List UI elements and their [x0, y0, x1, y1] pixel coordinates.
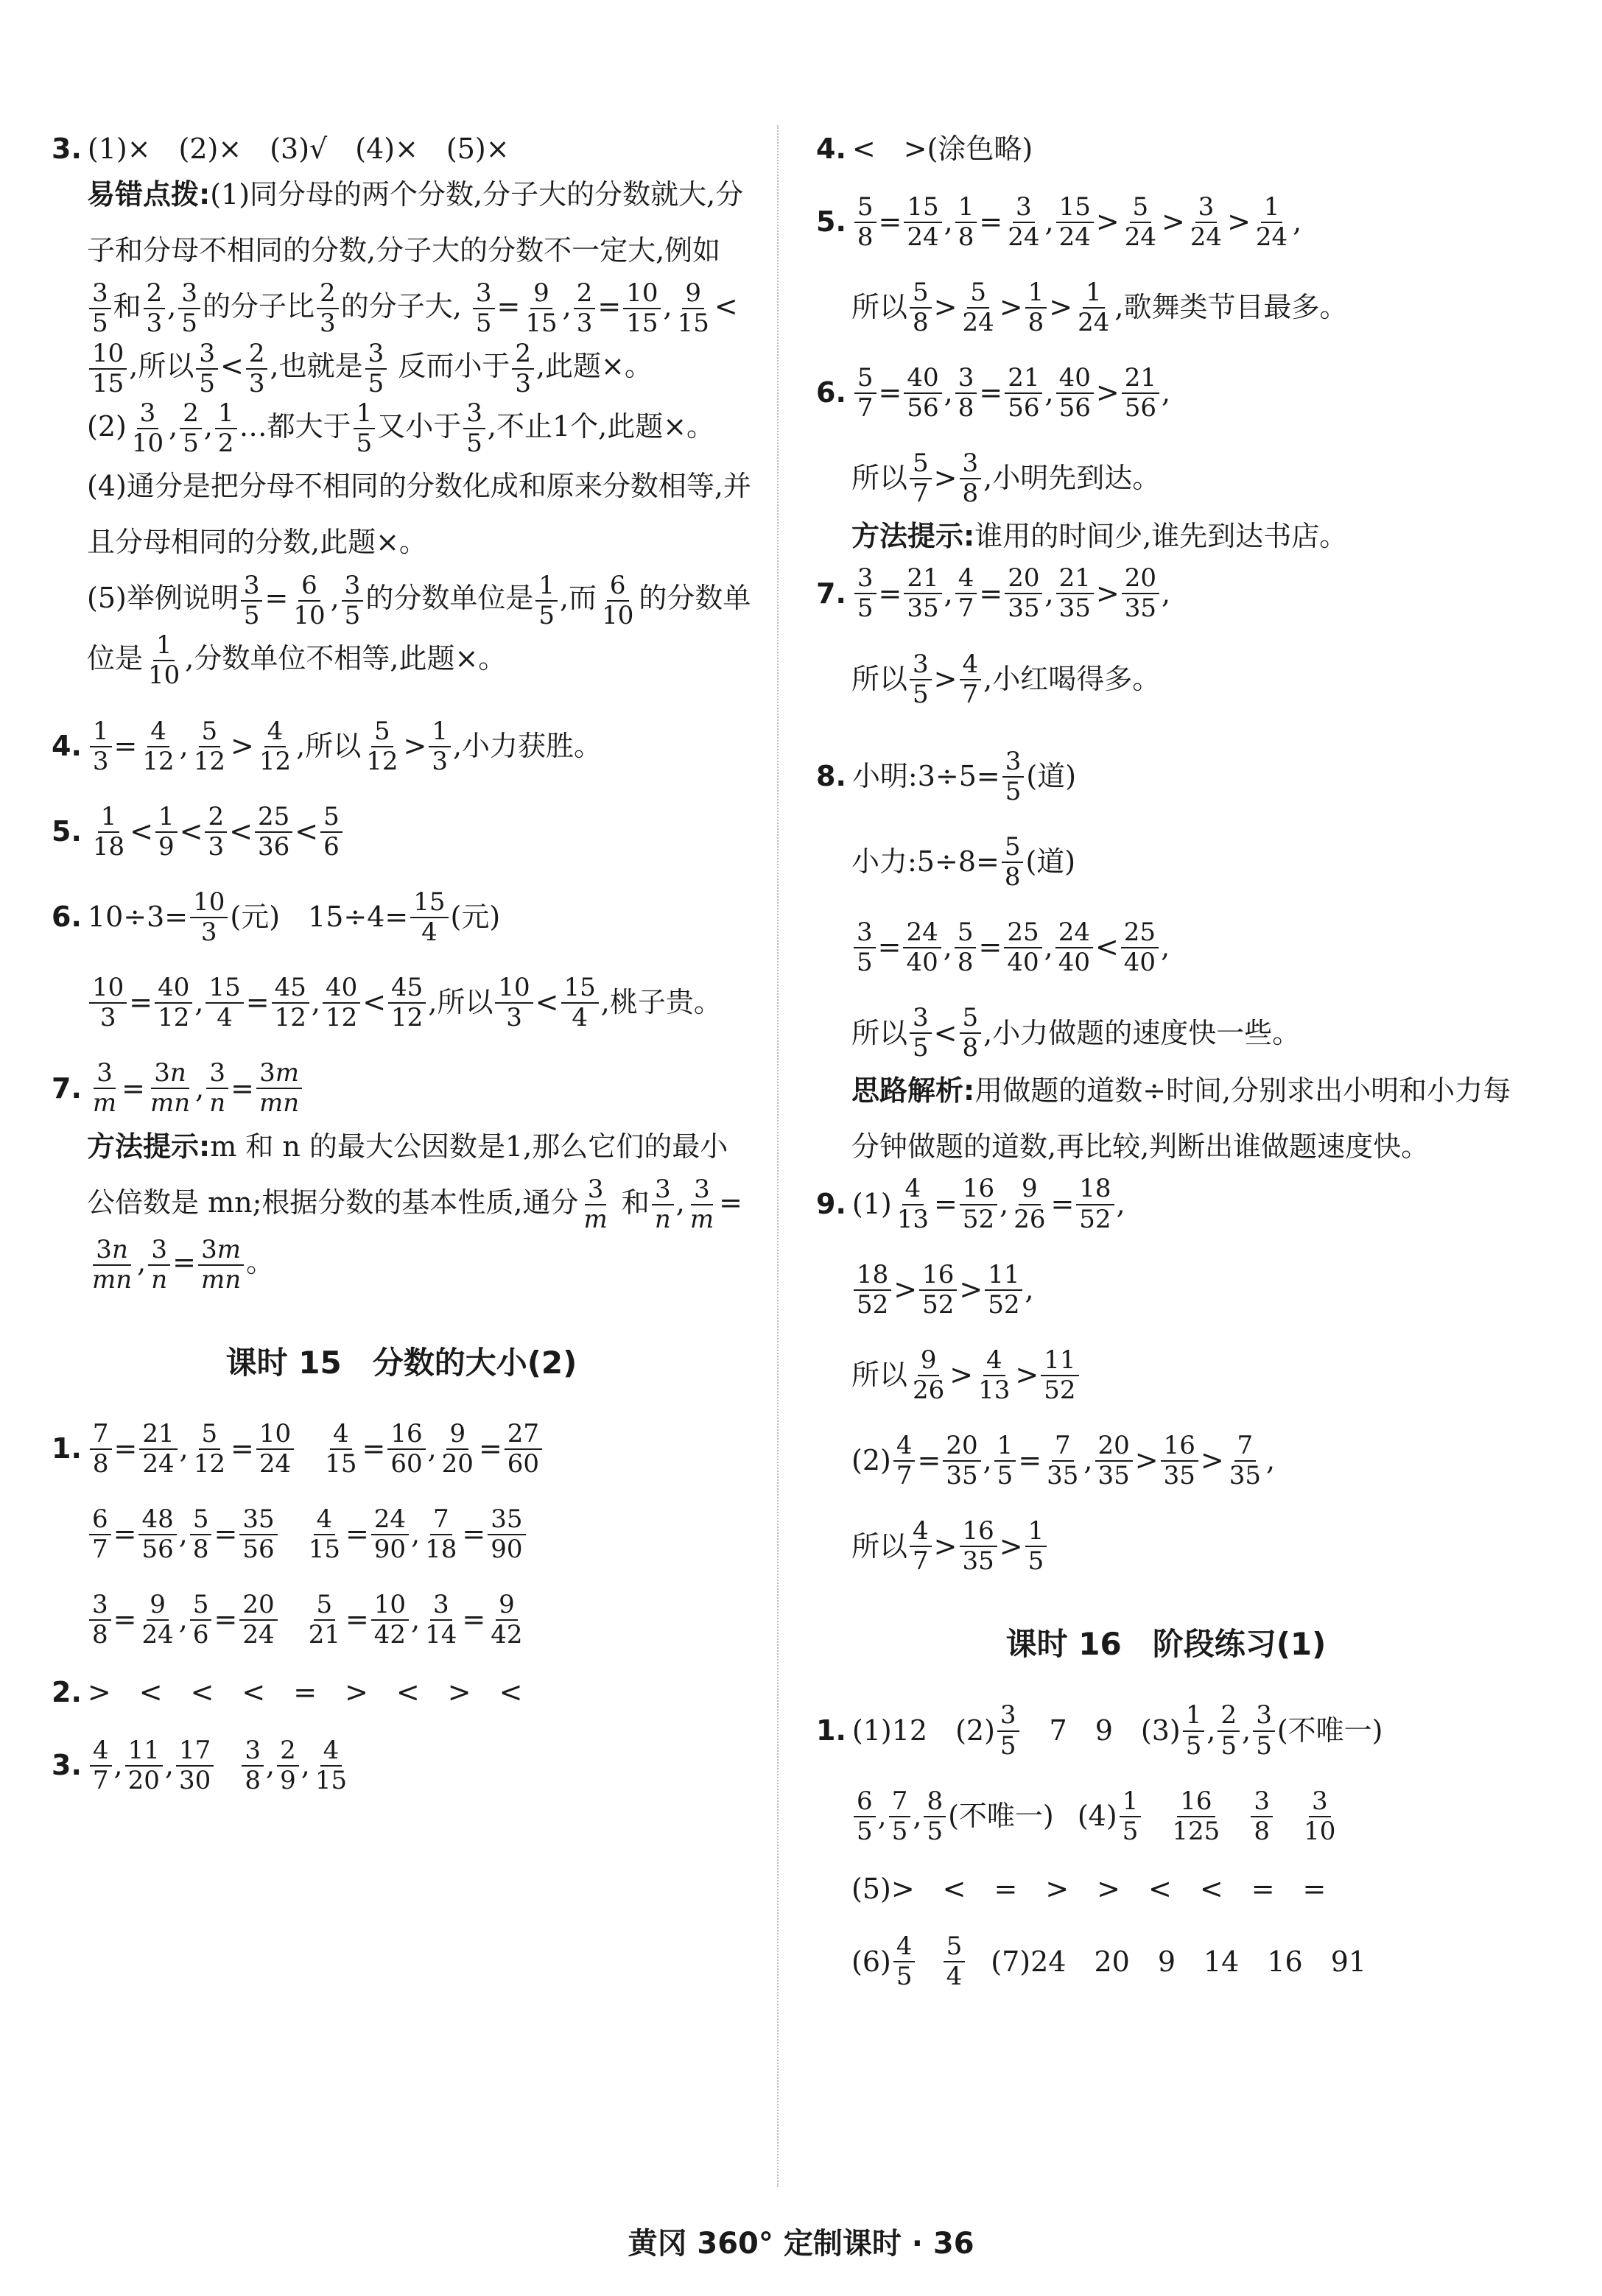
l15-q1-number: 1.	[52, 1432, 82, 1465]
answer-text: ,歌舞类节目最多。	[1114, 291, 1348, 324]
fraction: $\frac{11}{20}$	[125, 1736, 163, 1795]
answer-text: (不唯一)	[1276, 1714, 1383, 1747]
fraction: $\frac{5}{8}$	[854, 193, 876, 252]
answer-text: 所以	[851, 1016, 908, 1049]
fraction: $\frac{21}{24}$	[139, 1420, 177, 1479]
answer-text: 所以	[851, 662, 908, 695]
q4-number: 4.	[816, 133, 846, 165]
fraction: $\frac{9}{26}$	[1013, 1174, 1046, 1234]
answer-text: 所以	[851, 291, 908, 324]
fraction: $\frac{15}{4}$	[410, 888, 448, 947]
fraction: $\frac{4}{15}$	[325, 1418, 357, 1479]
fraction: $\frac{1}{2}$	[215, 399, 237, 458]
q3-note-2: (2) $\frac{3}{10}$ , $\frac{2}{5}$ , $\frac{1}{2}$ …都大于 $\frac{1}{5}$ 又小于 $\frac{3}{5}$ ,不止1个,此题×。	[87, 398, 715, 459]
note-text: ,所以	[129, 350, 194, 383]
note-text: 的分数单位是	[365, 582, 534, 615]
fraction: $\frac{1}{3}$	[90, 717, 112, 776]
note-text: 的分子比	[203, 289, 315, 323]
right-q5: 5. $\frac{5}{8}$ = $\frac{15}{24}$ , $\frac{1}{8}$ = $\frac{3}{24}$ , $\frac{15}{24}$ > $\frac{5}{24}$ > $\frac{3}{24}$ > $\frac{1}{24}$ ,	[816, 191, 1302, 252]
fraction: $\frac{2}{3}$	[246, 339, 268, 398]
note-text: m 和 n 的最大公因数是1,那么它们的最小公倍数是 mn;根据分数的基本性质,通分	[87, 1130, 728, 1219]
fraction: $\frac{1}{5}$	[994, 1432, 1016, 1490]
fraction: $\frac{3}{5}$	[463, 399, 485, 458]
right-q9-line3: 所以 $\frac{9}{26}$ > $\frac{4}{13}$ > $\frac{11}{52}$	[816, 1346, 1516, 1405]
answer-text: 所以	[851, 1529, 908, 1563]
q6-note	[816, 508, 1516, 564]
fraction: $\frac{3}{n}$	[148, 1236, 170, 1295]
right-q8-line4: 所以 $\frac{3}{5}$ < $\frac{5}{8}$ ,小力做题的速度快一些。	[851, 1003, 1301, 1063]
note-text: …都大于	[239, 409, 351, 443]
l16-q1-line2: $\frac{6}{5}$ , $\frac{7}{5}$ , $\frac{8}{5}$ (不唯一) (4) $\frac{1}{5}$ $\frac{16}{125}$ $\frac{3}{8}$ $\frac{3}{10}$	[816, 1787, 1516, 1846]
fraction: $\frac{40}{56}$	[904, 364, 941, 423]
answer-text: ,小力做题的速度快一些。	[983, 1016, 1301, 1049]
note-label: 方法提示:	[87, 1130, 211, 1163]
fraction: $\frac{24}{90}$	[371, 1505, 409, 1564]
fraction: $\frac{15}{4}$	[205, 973, 243, 1032]
fraction: $\frac{21}{56}$	[1122, 364, 1159, 423]
lesson-15-heading: 课时 15 分数的大小(2)	[225, 1344, 577, 1381]
fraction: $\frac{6}{7}$	[89, 1505, 111, 1564]
fraction: $\frac{3}{5}$	[1002, 747, 1025, 806]
fraction: $\frac{3}{5}$	[196, 339, 218, 398]
answer-text: (7)24 20 9 14 16 91	[991, 1945, 1367, 1978]
fraction: $\frac{3}{5}$	[241, 571, 263, 630]
right-q9-line2: $\frac{18}{52}$ > $\frac{16}{52}$ > $\frac{11}{52}$ ,	[816, 1261, 1516, 1320]
right-column	[816, 133, 1516, 1992]
fraction: $\frac{11}{52}$	[1041, 1346, 1078, 1405]
answer-text: (道)	[1025, 845, 1076, 878]
q6-number: 6.	[816, 376, 846, 409]
fraction: $\frac{3}{5}$	[997, 1701, 1019, 1760]
fraction: $\frac{16}{125}$	[1172, 1786, 1220, 1846]
left-column	[52, 133, 751, 1795]
fraction: $\frac{3}{m}$	[689, 1174, 714, 1234]
l16-q1: 1. (1)12 (2) $\frac{3}{5}$ 7 9 (3) $\frac{1}{5}$ , $\frac{2}{5}$ , $\frac{3}{5}$ (不唯一)	[816, 1700, 1383, 1761]
q3-note-4: (4)通分是把分母不相同的分数化成和原来分数相等,并且分母相同的分数,此题×。	[87, 470, 751, 559]
note-text: 的分数单位是	[87, 582, 751, 675]
note-text: (5)举例说明	[87, 582, 239, 615]
q7-number: 7.	[816, 577, 846, 610]
right-q9: 9. (1) $\frac{4}{13}$ = $\frac{16}{52}$ , $\frac{9}{26}$ = $\frac{18}{52}$ ,	[816, 1174, 1125, 1234]
right-q9-line4: (2) $\frac{4}{7}$ = $\frac{20}{35}$ , $\frac{1}{5}$ = $\frac{7}{35}$ , $\frac{20}{35}$ > $\frac{16}{35}$ > $\frac{7}{35}$ ,	[851, 1431, 1276, 1491]
note-text: ,也就是	[270, 350, 363, 383]
fraction: $\frac{25}{40}$	[1004, 918, 1041, 977]
fraction: $\frac{1}{5}$	[1025, 1517, 1047, 1576]
fraction: $\frac{2}{3}$	[512, 339, 534, 398]
fraction: $\frac{10}{15}$	[623, 279, 661, 338]
fraction: $\frac{6}{10}$	[293, 570, 326, 630]
fraction: $\frac{9}{26}$	[913, 1345, 945, 1405]
fraction: $\frac{1}{9}$	[155, 803, 178, 862]
fraction: $\frac{7}{8}$	[90, 1420, 112, 1479]
answer-text: 所以	[851, 462, 908, 495]
fraction: $\frac{2}{3}$	[144, 279, 166, 338]
fraction: $\frac{1}{10}$	[148, 630, 180, 691]
note-text: ,	[167, 289, 177, 323]
l15-q1-row2: $\frac{6}{7}$ = $\frac{48}{56}$ , $\frac{5}{8}$ = $\frac{35}{56}$ $\frac{4}{15}$ = $\frac{24}{90}$ , $\frac{7}{18}$ = $\frac{35}{90}$	[52, 1505, 751, 1564]
fraction: $\frac{6}{10}$	[602, 570, 634, 630]
fraction: $\frac{3m}{mn}$	[198, 1236, 244, 1295]
fraction: $\frac{3}{24}$	[1008, 191, 1040, 252]
answer-text: > < < < = > < > <	[87, 1676, 523, 1709]
fraction: $\frac{5}{12}$	[193, 716, 225, 776]
answer-text: 所以	[851, 1359, 908, 1392]
fraction: $\frac{4}{15}$	[315, 1735, 348, 1795]
fraction: $\frac{1}{24}$	[1255, 191, 1288, 252]
fraction: $\frac{3}{n}$	[652, 1175, 674, 1234]
fraction: $\frac{3}{14}$	[425, 1590, 457, 1650]
fraction: $\frac{8}{5}$	[924, 1787, 946, 1846]
answer-text: (4)	[1077, 1799, 1117, 1832]
fraction: $\frac{48}{56}$	[138, 1505, 176, 1564]
answer-text: (道)	[1026, 760, 1077, 793]
answer-text: 10÷3=	[87, 901, 189, 934]
fraction: $\frac{20}{24}$	[239, 1591, 277, 1649]
fraction: $\frac{3}{m}$	[583, 1174, 608, 1234]
fraction: $\frac{3m}{mn}$	[256, 1059, 302, 1118]
fraction: $\frac{2}{5}$	[1218, 1701, 1240, 1760]
fraction: $\frac{25}{36}$	[255, 803, 292, 862]
fraction: $\frac{3}{8}$	[960, 449, 982, 508]
fraction: $\frac{21}{35}$	[1056, 564, 1094, 623]
l15-q3: 3. $\frac{4}{7}$ , $\frac{11}{20}$ , $\frac{17}{30}$ $\frac{3}{8}$ , $\frac{2}{9}$ , $\frac{4}{15}$	[52, 1736, 751, 1795]
fraction: $\frac{16}{60}$	[387, 1420, 425, 1479]
q3-note-5: (5)举例说明 $\frac{3}{5}$ = $\frac{6}{10}$ , $\frac{3}{5}$ 的分数单位是 $\frac{1}{5}$ ,而 $\frac{6}{10}$ 的分数单位是 $\frac{1}{10}$ ,分数单位不相等,此题×。	[87, 570, 751, 691]
note-label: 思路解析:	[851, 1074, 975, 1107]
fraction: $\frac{16}{35}$	[960, 1517, 997, 1576]
fraction: $\frac{4}{7}$	[910, 1517, 932, 1576]
answer-text: ,小红喝得多。	[983, 662, 1161, 695]
note-text: ,分数单位不相等,此题×。	[185, 641, 507, 675]
fraction: $\frac{5}{8}$	[960, 1004, 982, 1063]
left-q6-line2: $\frac{10}{3}$ = $\frac{40}{12}$ , $\frac{15}{4}$ = $\frac{45}{12}$ , $\frac{40}{12}$ < $\frac{45}{12}$ ,所以 $\frac{10}{3}$ < $\frac{15}{4}$ ,桃子贵。	[52, 973, 751, 1032]
fraction: $\frac{18}{52}$	[1076, 1175, 1114, 1233]
fraction: $\frac{20}{35}$	[943, 1432, 980, 1490]
fraction: $\frac{17}{30}$	[176, 1736, 214, 1795]
fraction: $\frac{1}{18}$	[92, 801, 125, 862]
note-text: ,而	[559, 582, 597, 615]
fraction: $\frac{3}{8}$	[1251, 1787, 1273, 1846]
fraction: $\frac{10}{15}$	[89, 339, 127, 398]
l15-q3-number: 3.	[52, 1749, 82, 1782]
fraction: $\frac{3}{5}$	[365, 339, 387, 398]
fraction: $\frac{7}{35}$	[1229, 1431, 1261, 1491]
fraction: $\frac{5}{12}$	[366, 716, 398, 776]
fraction: $\frac{3}{24}$	[1190, 191, 1223, 252]
note-label: 方法提示:	[851, 520, 975, 553]
fraction: $\frac{3n}{mn}$	[92, 1234, 133, 1295]
left-q7: 7. $\frac{3}{m}$ = $\frac{3n}{mn}$ , $\frac{3}{n}$ = $\frac{3m}{mn}$	[52, 1059, 751, 1118]
q4-number: 4.	[52, 729, 82, 762]
l16-q1-line4	[816, 1932, 1516, 1991]
note-label: 易错点拨:	[87, 177, 211, 211]
fraction: $\frac{18}{52}$	[854, 1261, 891, 1320]
fraction: $\frac{5}{6}$	[320, 803, 342, 862]
fraction: $\frac{1}{5}$	[354, 399, 376, 458]
fraction: $\frac{9}{24}$	[141, 1590, 174, 1650]
fraction: $\frac{20}{35}$	[1095, 1432, 1133, 1490]
lesson-16-heading: 课时 16 阶段练习(1)	[1005, 1626, 1327, 1663]
q5-number: 5.	[52, 815, 82, 848]
left-q5: 5. $\frac{1}{18}$ < $\frac{1}{9}$ < $\frac{2}{3}$ < $\frac{25}{36}$ < $\frac{5}{6}$	[52, 803, 751, 862]
note-text: ,	[663, 289, 672, 323]
note-text: ,	[562, 289, 572, 323]
answer-text: < >(涂色略)	[851, 133, 1033, 165]
fraction: $\frac{9}{42}$	[491, 1590, 523, 1650]
fraction: $\frac{7}{5}$	[889, 1787, 911, 1846]
fraction: $\frac{5}{8}$	[190, 1505, 212, 1564]
fraction: $\frac{4}{7}$	[960, 650, 982, 709]
fraction: $\frac{3}{5}$	[89, 279, 111, 338]
q8-number: 8.	[816, 760, 846, 793]
fraction: $\frac{4}{7}$	[90, 1736, 112, 1795]
l15-q2	[52, 1676, 751, 1710]
fraction: $\frac{4}{12}$	[259, 716, 292, 776]
fraction: $\frac{5}{8}$	[910, 278, 932, 337]
column-divider	[777, 125, 779, 2187]
fraction: $\frac{4}{12}$	[142, 716, 175, 776]
fraction: $\frac{27}{60}$	[505, 1420, 542, 1479]
fraction: $\frac{3}{5}$	[473, 279, 495, 338]
fraction: $\frac{3}{5}$	[910, 1004, 932, 1063]
fraction: $\frac{5}{7}$	[854, 364, 876, 423]
answer-text: (元)	[450, 901, 501, 934]
note-text: ,此题×。	[535, 350, 653, 383]
fraction: $\frac{15}{24}$	[904, 193, 941, 252]
note-text: 和	[621, 1186, 650, 1219]
fraction: $\frac{5}{8}$	[1002, 833, 1024, 892]
page-footer: 黄冈 360° 定制课时 · 36	[628, 2227, 974, 2261]
fraction: $\frac{7}{35}$	[1047, 1431, 1079, 1491]
fraction: $\frac{16}{52}$	[919, 1261, 957, 1320]
fraction: $\frac{1}{5}$	[1183, 1701, 1205, 1760]
l16-q1-number: 1.	[816, 1714, 846, 1747]
fraction: $\frac{6}{5}$	[854, 1787, 876, 1846]
answer-text: (1)12 (2)	[851, 1714, 995, 1747]
q8-note	[816, 1063, 1516, 1175]
answer-text: ,桃子贵。	[600, 986, 722, 1019]
fraction: $\frac{20}{35}$	[1005, 564, 1042, 623]
fraction: $\frac{5}{12}$	[193, 1418, 225, 1479]
q3-answers: (1)× (2)× (3)√ (4)× (5)×	[87, 133, 510, 165]
fraction: $\frac{1}{5}$	[1120, 1787, 1142, 1846]
fraction: $\frac{24}{40}$	[903, 918, 941, 977]
q9-number: 9.	[816, 1187, 846, 1220]
fraction: $\frac{21}{35}$	[904, 564, 941, 623]
fraction: $\frac{1}{5}$	[535, 571, 558, 630]
fraction: $\frac{25}{40}$	[1121, 918, 1159, 977]
answer-text: (6)	[851, 1945, 891, 1978]
fraction: $\frac{3}{5}$	[1253, 1701, 1275, 1760]
fraction: $\frac{4}{7}$	[955, 564, 977, 623]
fraction: $\frac{40}{12}$	[155, 973, 192, 1032]
fraction: $\frac{3}{8}$	[242, 1736, 264, 1795]
fraction: $\frac{1}{8}$	[1025, 278, 1047, 337]
q6-number: 6.	[52, 901, 82, 934]
answer-text: (不唯一)	[948, 1799, 1054, 1832]
right-q6-line2: 所以 $\frac{5}{7}$ > $\frac{3}{8}$ ,小明先到达。	[851, 448, 1161, 509]
note-text: 又小于	[377, 409, 462, 443]
fraction: $\frac{3n}{mn}$	[150, 1058, 191, 1119]
right-q9-line5: 所以 $\frac{4}{7}$ > $\frac{16}{35}$ > $\frac{1}{5}$	[816, 1517, 1516, 1576]
l15-q2-number: 2.	[52, 1676, 82, 1709]
fraction: $\frac{15}{4}$	[561, 973, 599, 1032]
answer-text: ,所以	[428, 986, 493, 1019]
fraction: $\frac{35}{56}$	[239, 1505, 277, 1564]
fraction: $\frac{2}{3}$	[317, 279, 339, 338]
answer-text: 7 9 (3)	[1021, 1714, 1181, 1747]
note-text: 和	[113, 289, 141, 323]
fraction: $\frac{5}{8}$	[955, 918, 977, 977]
fraction: $\frac{4}{13}$	[896, 1174, 929, 1234]
fraction: $\frac{2}{9}$	[277, 1736, 299, 1795]
l15-q1-row1: 1. $\frac{7}{8}$ = $\frac{21}{24}$ , $\frac{5}{12}$ = $\frac{10}{24}$ $\frac{4}{15}$ = $\frac{16}{60}$ , $\frac{9}{20}$ = $\frac{27}{60}$	[52, 1420, 751, 1479]
right-q7-line2: 所以 $\frac{3}{5}$ > $\frac{4}{7}$ ,小红喝得多。	[851, 649, 1161, 709]
fraction: $\frac{16}{52}$	[960, 1175, 997, 1233]
answer-text: (1)	[851, 1187, 892, 1220]
right-q8	[816, 747, 1516, 806]
fraction: $\frac{3}{10}$	[1304, 1786, 1336, 1846]
l15-q1-row3: $\frac{3}{8}$ = $\frac{9}{24}$ , $\frac{5}{6}$ = $\frac{20}{24}$ $\frac{5}{21}$ = $\frac{10}{42}$ , $\frac{3}{14}$ = $\frac{9}{42}$	[52, 1591, 751, 1649]
answer-text: ,小力获胜。	[452, 729, 602, 762]
fraction: $\frac{11}{52}$	[985, 1261, 1022, 1320]
fraction: $\frac{5}{7}$	[910, 449, 932, 508]
fraction: $\frac{1}{8}$	[955, 193, 977, 252]
fraction: $\frac{5}{24}$	[962, 277, 994, 337]
note-text: 反而小于	[398, 350, 510, 383]
left-q3	[52, 133, 751, 166]
fraction: $\frac{10}{3}$	[190, 888, 228, 947]
fraction: $\frac{7}{18}$	[425, 1504, 457, 1564]
q3-note: 易错点拨:(1)同分母的两个分数,分子大的分数就大,分子和分母不相同的分数,分子大的分数不一定大,例如 $\frac{3}{5}$ 和 $\frac{2}{3}$ , $\frac{3}{5}$ 的分子比 $\frac{2}{3}$ 的分子大, $\frac{3}{5}$ = $\frac{9}{15}$ , $\frac{2}{3}$ = $\frac{10}{15}$ , $\frac{9}{15}$ < $\frac{10}{15}$ ,所以 $\frac{3}{5}$ < $\frac{2}{3}$ ,也就是 $\frac{3}{5}$ 反而小于 $\frac{2}{3}$ ,此题×。	[87, 177, 744, 398]
q7-note: 方法提示:m 和 n 的最大公因数是1,那么它们的最小公倍数是 mn;根据分数的基本性质,通分 $\frac{3}{m}$ 和 $\frac{3}{n}$ , $\frac{3}{m}$ = $\frac{3n}{mn}$ , $\frac{3}{n}$ = $\frac{3m}{mn}$ 。	[87, 1130, 742, 1295]
fraction: $\frac{3}{5}$	[342, 571, 364, 630]
fraction: $\frac{20}{35}$	[1122, 564, 1159, 623]
fraction: $\frac{10}{3}$	[89, 973, 127, 1032]
fraction: $\frac{5}{24}$	[1124, 191, 1156, 252]
answer-text: (2)	[851, 1444, 891, 1477]
fraction: $\frac{4}{7}$	[893, 1432, 916, 1490]
fraction: $\frac{10}{24}$	[256, 1420, 294, 1479]
answer-text: (元) 15÷4=	[230, 901, 409, 934]
fraction: $\frac{5}{6}$	[190, 1591, 212, 1649]
note-text: (2)	[87, 409, 127, 443]
note-text: ,不止1个,此题×。	[487, 409, 715, 443]
right-q8-line2	[816, 833, 1516, 892]
fraction: $\frac{9}{15}$	[677, 278, 709, 339]
left-q6	[52, 888, 751, 947]
fraction: $\frac{40}{56}$	[1056, 364, 1094, 423]
fraction: $\frac{2}{3}$	[574, 279, 596, 338]
q7-number: 7.	[52, 1071, 82, 1105]
left-q4: 4. $\frac{1}{3}$ = $\frac{4}{12}$ , $\frac{5}{12}$ > $\frac{4}{12}$ ,所以 $\frac{5}{12}$ > $\frac{1}{3}$ ,小力获胜。	[52, 716, 602, 776]
note-text: 用做题的道数÷时间,分别求出小明和小力每分钟做题的道数,再比较,判断出谁做题速度快。	[851, 1074, 1511, 1163]
fraction: $\frac{1}{24}$	[1078, 277, 1110, 337]
fraction: $\frac{35}{90}$	[488, 1505, 525, 1564]
fraction: $\frac{5}{21}$	[308, 1590, 340, 1650]
right-q6: 6. $\frac{5}{7}$ = $\frac{40}{56}$ , $\frac{3}{8}$ = $\frac{21}{56}$ , $\frac{40}{56}$ > $\frac{21}{56}$ ,	[816, 362, 1171, 423]
answer-text: ,所以	[296, 729, 362, 762]
right-q5-line2: 所以 $\frac{5}{8}$ > $\frac{5}{24}$ > $\frac{1}{8}$ > $\frac{1}{24}$ ,歌舞类节目最多。	[851, 277, 1348, 337]
fraction: $\frac{4}{5}$	[893, 1932, 916, 1991]
fraction: $\frac{9}{20}$	[441, 1418, 474, 1479]
fraction: $\frac{21}{56}$	[1005, 364, 1042, 423]
fraction: $\frac{16}{35}$	[1161, 1432, 1198, 1490]
fraction: $\frac{3}{8}$	[89, 1591, 111, 1649]
right-q7: 7. $\frac{3}{5}$ = $\frac{21}{35}$ , $\frac{4}{7}$ = $\frac{20}{35}$ , $\frac{21}{35}$ > $\frac{20}{35}$ ,	[816, 563, 1171, 624]
fraction: $\frac{45}{12}$	[388, 973, 426, 1032]
fraction: $\frac{3}{5}$	[178, 279, 200, 338]
l16-q1-line3	[816, 1873, 1516, 1906]
fraction: $\frac{24}{40}$	[1055, 918, 1093, 977]
answer-text: 小力:5÷8=	[851, 845, 1000, 878]
fraction: $\frac{40}{12}$	[323, 973, 360, 1032]
fraction: $\frac{3}{5}$	[854, 564, 876, 623]
answer-text: ,小明先到达。	[983, 462, 1161, 495]
note-text: 谁用的时间少,谁先到达书店。	[974, 520, 1348, 553]
fraction: $\frac{15}{24}$	[1056, 193, 1094, 252]
fraction: $\frac{3}{5}$	[910, 650, 932, 709]
answer-text: 小明:3÷5=	[851, 760, 1000, 793]
fraction: $\frac{3}{n}$	[206, 1059, 228, 1118]
fraction: $\frac{10}{42}$	[371, 1591, 409, 1649]
note-text: (1)同分母的两个分数,分子大的分数就大,分子和分母不相同的分数,分子大的分数不一定大,例如	[87, 177, 744, 267]
fraction: $\frac{9}{15}$	[525, 278, 558, 339]
fraction: $\frac{45}{12}$	[272, 973, 309, 1032]
q3-number: 3.	[52, 133, 82, 165]
fraction: $\frac{4}{13}$	[978, 1345, 1011, 1405]
note-text: 的分子大,	[340, 289, 462, 323]
answer-text: (5)> < = > > < < = =	[851, 1872, 1327, 1905]
fraction: $\frac{10}{3}$	[495, 973, 533, 1032]
fraction: $\frac{4}{15}$	[308, 1504, 340, 1564]
fraction: $\frac{2}{5}$	[180, 399, 202, 458]
fraction: $\frac{3}{5}$	[854, 918, 876, 977]
fraction: $\frac{2}{3}$	[205, 803, 227, 862]
fraction: $\frac{1}{3}$	[429, 717, 451, 776]
q5-number: 5.	[816, 205, 846, 238]
fraction: $\frac{3}{10}$	[131, 398, 164, 459]
fraction: $\frac{3}{m}$	[92, 1058, 117, 1119]
fraction: $\frac{5}{4}$	[944, 1932, 966, 1991]
fraction: $\frac{3}{8}$	[955, 364, 977, 423]
right-q8-line3: $\frac{3}{5}$ = $\frac{24}{40}$ , $\frac{5}{8}$ = $\frac{25}{40}$ , $\frac{24}{40}$ < $\frac{25}{40}$ ,	[816, 918, 1516, 977]
right-q4	[816, 133, 1516, 166]
